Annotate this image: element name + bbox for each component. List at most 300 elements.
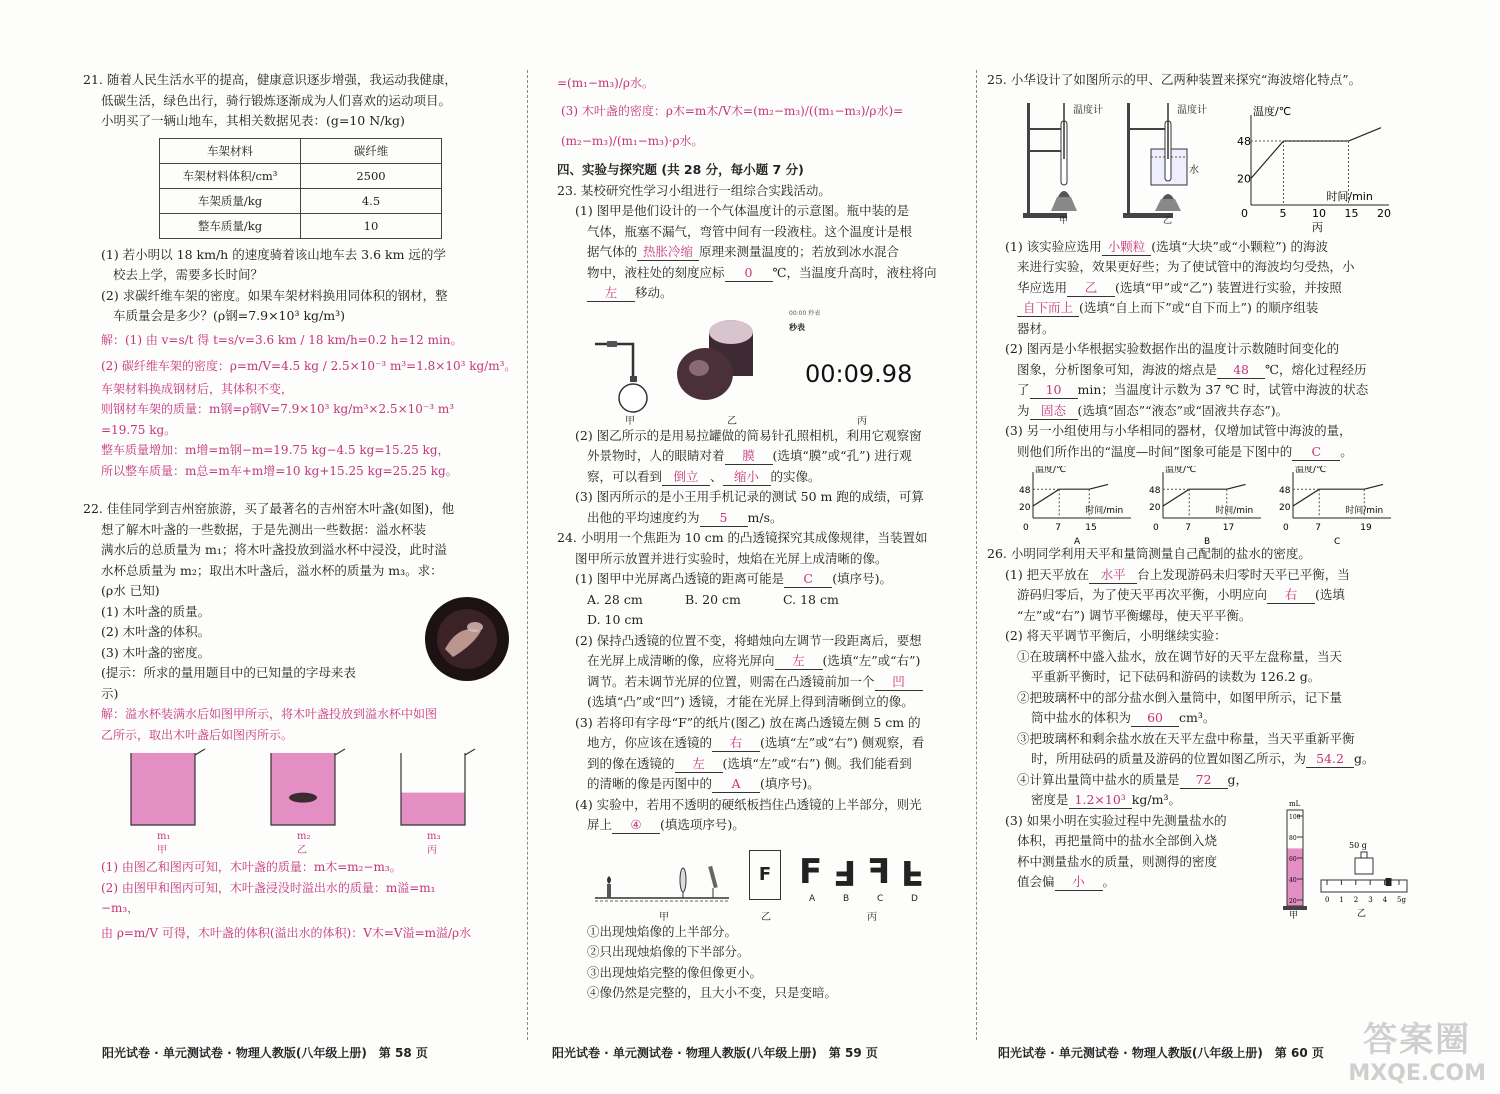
overflow-cup — [271, 749, 345, 856]
text: 移动。 — [635, 285, 673, 300]
option-letter: C — [877, 893, 884, 904]
ruler-tick-label: 2 — [1353, 896, 1359, 904]
x-tick-label: 7 — [1185, 523, 1191, 533]
q21-answer: 所以整车质量：m总=m车+m增=10 kg+15.25 kg=25.25 kg。 — [101, 463, 458, 478]
option: B. 20 cm — [685, 591, 741, 607]
table-cell: 10 — [301, 213, 442, 238]
q21-answer: 车架材料换成钢材后，其体积不变， — [101, 381, 294, 396]
spout — [335, 749, 345, 755]
text: (填选项序号)。 — [660, 817, 745, 832]
x-tick-label: 0 — [1241, 206, 1248, 220]
q22-stem-line: (ρ水 已知) — [101, 583, 160, 598]
answer-blank[interactable]: 左 — [775, 653, 823, 670]
image-glyph: F — [833, 851, 857, 892]
answer-blank[interactable]: 右 — [712, 735, 760, 752]
q22-answer: (1) 由图乙和图丙可知，木叶盏的质量：m木=m₂−m₃。 — [101, 860, 402, 874]
figure-label: 丙 — [857, 415, 867, 427]
text: (填序号)。 — [760, 776, 820, 791]
text: 为 — [1017, 402, 1030, 418]
text: (选填“膜”或“孔”) 进行观 — [772, 448, 912, 463]
x-tick-label: 10 — [1312, 206, 1326, 220]
text: ℃，当温度升高时，液柱将向 — [772, 264, 937, 280]
cup-name-label: 丙 — [427, 845, 437, 856]
text: 游码归零后，为了使天平再次平衡，小明应向 — [1017, 587, 1268, 602]
q24-figures — [557, 836, 970, 922]
q25-text: 来进行实验，效果更好些；为了使试管中的海波均匀受热，小 — [1017, 259, 1355, 274]
tea-bowl — [289, 793, 317, 803]
option-letter: A — [809, 893, 816, 904]
cup-name-label: 甲 — [157, 845, 167, 856]
table-cell: 2500 — [301, 163, 442, 188]
x-tick-label: 20 — [1377, 206, 1391, 220]
text: 出他的平均速度约为 — [587, 509, 700, 525]
q21-sub1: (1) 若小明以 18 km/h 的速度骑着该山地车去 3.6 km 远的学 — [101, 246, 446, 262]
q26-text: (3) 如果小明在实验过程中先测量盐水的 — [1005, 812, 1227, 828]
y-tick-label: 48 — [1279, 486, 1291, 497]
q23-text — [557, 467, 970, 488]
figure-label: 甲 — [625, 415, 635, 427]
text: 地方，你应该在透镜的 — [587, 735, 713, 750]
gas-thermometer-figure — [593, 334, 663, 414]
text: 时，所用砝码的质量及游码的位置如图乙所示，为 — [1031, 751, 1307, 766]
q22-stem-line: 22. 佳佳同学到吉州窑旅游，买了最著名的吉州窑木叶盏(如图)，他 — [83, 501, 455, 516]
q23-text — [557, 446, 970, 467]
q26-text: ③把玻璃杯和剩余盐水放在天平左盘中称量，当天平重新平衡 — [1017, 730, 1355, 746]
answer-blank[interactable]: 小颗粒 — [1102, 239, 1152, 256]
text: 。 — [1340, 443, 1353, 459]
text: 筒中盐水的体积为 — [1031, 710, 1132, 725]
q22-answer-intro: 解：溢水杯装满水后如图甲所示，将木叶盏投放到溢水杯中如图 — [101, 707, 438, 721]
table-cell: 车架材料体积/cm³ — [160, 163, 301, 188]
table-cell: 整车质量/kg — [160, 213, 301, 238]
q24-text — [557, 754, 970, 775]
table-cell: 车架材料 — [160, 138, 301, 163]
watermark-url: MXQE.COM — [1348, 1061, 1486, 1086]
cylinder-tick-label: 60 — [1289, 856, 1297, 863]
section-title: 四、实验与探究题 (共 28 分，每小题 7 分) — [557, 162, 804, 177]
q26-text — [987, 585, 1417, 606]
text: g， — [1227, 771, 1249, 787]
cylinder-tick-label: 40 — [1289, 877, 1297, 884]
text: 值会偏 — [1017, 874, 1055, 889]
q23-text — [557, 508, 970, 529]
cylinder-tick-label: 100 — [1289, 814, 1301, 821]
answer-blank[interactable]: A — [712, 776, 760, 793]
y-tick-label: 20 — [1237, 171, 1251, 185]
q24-stem: 图甲所示放置并进行实验时，烛焰在光屏上成清晰的像。 — [575, 550, 888, 566]
q22-stem-line: (2) 木叶盏的体积。 — [101, 624, 211, 639]
q24-text: (3) 若将印有字母“F”的纸片(图乙) 放在离凸透镜左侧 5 cm 的 — [575, 714, 921, 730]
text: (1) 把天平放在 — [1005, 566, 1090, 582]
q23-text — [557, 242, 970, 263]
q22-stem-line: 满水后的总质量为 m₁；将木叶盏投放到溢水杯中浸没，此时溢 — [101, 542, 447, 557]
text: 台上发现游码未归零时天平已平衡，当 — [1137, 566, 1350, 582]
cup-mass-label: m₁ — [157, 831, 171, 842]
cylinder-unit: mL — [1289, 800, 1301, 808]
question-25 — [987, 70, 1417, 544]
q26-text: “左”或“右”) 调节平衡螺母，使天平平衡。 — [1017, 607, 1252, 623]
text: kg/m³。 — [1131, 792, 1181, 807]
q21-answer: 则钢材车架的质量：m钢=ρ钢V=7.9×10³ kg/m³×2.5×10⁻³ m³ — [101, 402, 455, 416]
q24-text — [557, 672, 970, 693]
answer-blank[interactable]: 右 — [1267, 587, 1315, 604]
q21-answer: 整车质量增加：m增=m钢−m=19.75 kg−4.5 kg=15.25 kg， — [101, 443, 450, 457]
answer-blank[interactable]: 膜 — [725, 448, 773, 465]
q24-text: (4) 实验中，若用不透明的硬纸板挡住凸透镜的上半部分，则光 — [575, 796, 922, 812]
figure-label: 乙 — [727, 415, 737, 427]
image-option-c — [867, 852, 890, 892]
option: A. 28 cm — [587, 591, 643, 607]
water-fill — [401, 793, 465, 825]
text: 图象，分析图象可知，海波的熔点是 — [1017, 361, 1218, 377]
q23-text: 气体，瓶塞不漏气，弯管中间有一段液柱。这个温度计是根 — [587, 223, 913, 239]
balance-scale-figure — [1317, 836, 1417, 920]
overflow-cup-diagram — [91, 745, 511, 857]
q26-text — [987, 770, 1417, 791]
text: (选填“固态”“液态”或“固液共存态”)。 — [1077, 402, 1289, 418]
option-graph-a — [1009, 466, 1139, 544]
q22-answer-intro: 乙所示，取出木叶盏后如图丙所示。 — [101, 727, 294, 742]
q26-text — [987, 708, 1417, 729]
figure-label: 丙 — [867, 911, 877, 923]
figure-label: 乙 — [761, 911, 771, 923]
answer-blank[interactable]: 左 — [587, 285, 635, 302]
x-tick-label: 17 — [1222, 523, 1235, 533]
spout — [195, 749, 205, 755]
page-59-column — [557, 70, 970, 1004]
spout — [465, 749, 475, 755]
q22-stem-line: 水杯总质量为 m₂；取出木叶盏后，溢水杯的质量为 m₃。求： — [101, 562, 443, 578]
option-letter: D — [911, 893, 918, 904]
q24-choice: ①出现烛焰像的上半部分。 — [587, 923, 738, 939]
q21-stem-line: 低碳生活，绿色出行，骑行锻炼逐渐成为人们喜欢的运动项目。 — [101, 92, 452, 108]
answer-blank[interactable]: C — [1292, 444, 1340, 461]
text: 则他们所作出的“温度—时间”图象可能是下图中的 — [1017, 443, 1293, 459]
text: (1) 该实验应选用 — [1005, 238, 1102, 254]
q24-text — [557, 733, 970, 754]
q26-text: ②把玻璃杯中的部分盐水倒入量筒中，如图甲所示，记下量 — [1017, 689, 1343, 705]
text: min；当温度计示数为 37 ℃ 时，试管中海波的状态 — [1077, 382, 1369, 397]
q25-text — [987, 237, 1417, 258]
rider — [1385, 878, 1391, 886]
q23-text: (1) 图甲是他们设计的一个气体温度计的示意图。瓶中装的是 — [575, 203, 910, 218]
curve — [1293, 484, 1383, 506]
text: 察，可以看到 — [587, 468, 663, 484]
q26-text — [987, 565, 1417, 586]
x-axis-label: 时间/min — [1326, 189, 1373, 203]
answer-blank[interactable]: 缩小 — [723, 469, 771, 486]
text: 华应选用 — [1017, 279, 1068, 295]
thermometer-label: 温度计 — [1177, 104, 1207, 116]
answer-blank[interactable]: 固态 — [1030, 403, 1078, 420]
weight-label: 50 g — [1349, 841, 1367, 850]
q25-text — [987, 298, 1417, 319]
optical-bench-figure — [593, 854, 733, 910]
overflow-cup — [401, 749, 475, 856]
answer-blank[interactable]: 10 — [1030, 382, 1078, 399]
page-footer: 阳光试卷 · 单元测试卷 · 物理人教版(八年级上册) 第 59 页 — [552, 1046, 878, 1060]
text: (填序号)。 — [832, 571, 892, 586]
q22-answer: (2) 由图甲和图丙可知，木叶盏浸没时溢出水的质量：m溢=m₁ — [101, 880, 436, 895]
q21-sub1: 校去上学，需要多长时间？ — [113, 267, 264, 282]
y-tick-label: 48 — [1237, 134, 1251, 148]
x-tick-label: 5 — [1279, 206, 1287, 220]
q22-stem-line: (1) 木叶盏的质量。 — [101, 603, 211, 619]
ruler-tick-label: 3 — [1368, 896, 1373, 904]
answer-blank[interactable]: 60 — [1131, 710, 1179, 727]
answer-blank[interactable]: 乙 — [1067, 280, 1115, 297]
y-axis-label: 温度/℃ — [1165, 466, 1197, 475]
image-option-b — [833, 852, 856, 892]
letter-f: F — [758, 863, 772, 885]
q25-text: 器材。 — [1017, 320, 1055, 336]
question-21 — [83, 70, 520, 481]
cylinder-base — [1283, 906, 1307, 910]
text: (选填“左”或“右”) 侧观察，看 — [760, 735, 925, 750]
text: 、 — [710, 468, 723, 484]
answer-blank[interactable]: 水平 — [1089, 567, 1137, 584]
text: 据气体的 — [587, 244, 638, 259]
cylinder-tick-label: 80 — [1289, 835, 1297, 842]
q21-answer: 解：(1) 由 v=s/t 得 t=s/v=3.6 km / 18 km/h=0.2 h=12 min。 — [101, 332, 463, 347]
q25-text — [987, 360, 1417, 381]
q22-stem-line: 示) — [101, 685, 119, 701]
question-23 — [557, 181, 970, 529]
x-axis-label: 时间/min — [1215, 506, 1254, 516]
y-axis-label: 温度/℃ — [1035, 466, 1067, 475]
image-glyph: F — [867, 851, 891, 892]
q22-answer: −m₃， — [101, 901, 140, 915]
option-graphs — [987, 462, 1417, 544]
table-row — [160, 138, 442, 163]
q26-stem: 26. 小明同学利用天平和量筒测量自己配制的盐水的密度。 — [987, 546, 1311, 561]
letter-f-card — [749, 850, 781, 900]
q24-choice: ④像仍然是完整的，且大小不变，只是变暗。 — [587, 985, 838, 1000]
thermometer-label: 温度计 — [1073, 104, 1103, 116]
q21-stem-line: 小明买了一辆山地车，其相关数据见表：(g=10 N/kg) — [101, 113, 405, 128]
question-24 — [557, 528, 970, 1004]
image-option-a — [799, 852, 822, 892]
q24-choice: ②只出现烛焰像的下半部分。 — [587, 944, 750, 959]
weight-block — [1355, 858, 1373, 874]
q23-text — [557, 263, 970, 284]
graph-name: A — [1074, 537, 1081, 544]
curve — [1251, 127, 1381, 178]
text: 原理来测量温度的；若放到冰水混合 — [699, 244, 900, 259]
text: 调节。若未调节光屏的位置，则需在凸透镜前加一个 — [587, 673, 875, 689]
pinhole-camera-photo — [675, 308, 761, 404]
text: 的实像。 — [770, 468, 821, 484]
q26-text — [987, 790, 1417, 811]
answer-blank[interactable]: 小 — [1055, 874, 1103, 891]
text: (选填“甲”或“乙”) 装置进行实验，并按照 — [1115, 279, 1342, 295]
q25-text — [987, 380, 1417, 401]
text: m/s。 — [747, 509, 783, 525]
table-cell: 碳纤维 — [301, 138, 442, 163]
page-60-column — [987, 70, 1417, 920]
answer-blank[interactable]: 54.2 — [1306, 751, 1354, 768]
q24-text — [557, 651, 970, 672]
y-tick-label: 20 — [1149, 503, 1161, 513]
figure-label: 乙 — [1357, 909, 1367, 919]
ruler-tick-label: 4 — [1382, 896, 1388, 904]
q24-options — [557, 590, 970, 631]
text: (选填 — [1315, 587, 1345, 602]
timer-app-title: 秒表 — [789, 322, 805, 332]
x-tick-label: 7 — [1315, 523, 1321, 533]
table-row — [160, 163, 442, 188]
graph-name: 丙 — [1312, 220, 1323, 234]
ruler-tick-label: 0 — [1325, 896, 1330, 904]
table-cell: 4.5 — [301, 188, 442, 213]
water-label: 水 — [1189, 164, 1199, 176]
q25-text: (2) 图丙是小华根据实验数据作出的温度计示数随时间变化的 — [1005, 341, 1340, 356]
text: 密度是 — [1031, 792, 1069, 807]
column-divider — [976, 70, 977, 1040]
q22-stem-line: (3) 木叶盏的密度。 — [101, 644, 211, 660]
x-axis-label: 时间/min — [1085, 506, 1124, 516]
q24-choice: ③出现烛焰完整的像但像更小。 — [587, 964, 763, 980]
ruler — [1321, 880, 1407, 892]
text: g。 — [1354, 751, 1375, 766]
text: 。 — [1102, 874, 1116, 889]
x-tick-label: 15 — [1344, 206, 1359, 220]
image-glyph: F — [799, 851, 823, 892]
cup-mass-label: m₃ — [427, 831, 441, 842]
q23-figures — [557, 304, 970, 426]
x-tick-label: 19 — [1360, 523, 1372, 533]
q22-stem-line: (提示：所求的量用题目中的已知量的字母来表 — [101, 665, 356, 680]
table-cell: 车架质量/kg — [160, 188, 301, 213]
watermark — [1348, 1012, 1486, 1086]
text: (选填“左”或“右”) — [822, 653, 921, 668]
page-footer: 阳光试卷 · 单元测试卷 · 物理人教版(八年级上册) 第 58 页 — [102, 1046, 428, 1060]
answer-blank[interactable]: 倒立 — [662, 469, 710, 486]
q24-text: (2) 保持凸透镜的位置不变，将蜡烛向左调节一段距离后，要想 — [575, 632, 922, 648]
y-axis-label: 温度/℃ — [1295, 466, 1327, 475]
water-fill — [131, 753, 195, 825]
answer-blank[interactable]: 48 — [1217, 362, 1265, 379]
figure-label: 甲 — [1059, 215, 1069, 225]
cylinder-tick-label: 20 — [1289, 898, 1297, 905]
table-row — [160, 213, 442, 238]
table-row — [160, 188, 442, 213]
answer-blank[interactable]: 左 — [675, 756, 723, 773]
q26-text: 体积，再把量筒中的盐水全部倒入烧 — [1017, 833, 1218, 848]
option: D. 10 cm — [587, 612, 644, 627]
column-divider — [527, 70, 528, 1040]
graduated-cylinder-figure — [1281, 794, 1317, 920]
text: (选填“左”或“右”) 侧。我们能看到 — [722, 755, 912, 771]
answer-blank[interactable]: 5 — [700, 510, 748, 527]
text: 屏上 — [587, 817, 613, 832]
y-axis-label: 温度/℃ — [1253, 104, 1292, 118]
text: ℃，熔化过程经历 — [1265, 361, 1367, 377]
answer-blank[interactable]: 自下而上 — [1017, 300, 1079, 317]
overflow-cup — [131, 749, 205, 856]
apparatus-b-figure — [1121, 99, 1221, 225]
q22-stem-line: 想了解木叶盏的一些数据，于是先测出一些数据：溢水杯装 — [101, 521, 427, 537]
x-tick-label: 15 — [1085, 523, 1097, 533]
figure-label: 甲 — [1289, 911, 1299, 920]
answer-blank[interactable]: 1.2×10³ — [1069, 792, 1132, 809]
q25-stem: 25. 小华设计了如图所示的甲、乙两种装置来探究“海波熔化特点”。 — [987, 72, 1362, 87]
q24-text — [557, 815, 970, 836]
apparatus-a-figure — [1021, 99, 1111, 225]
q26-text — [987, 749, 1417, 770]
q25-text — [987, 401, 1417, 422]
text: (1) 图甲中光屏离凸透镜的距离可能是 — [575, 571, 785, 586]
answer-blank[interactable]: C — [784, 571, 832, 588]
x-tick-label: 0 — [1153, 523, 1159, 533]
q24-stem: 24. 小明用一个焦距为 10 cm 的凸透镜探究其成像规律，当装置如 — [557, 530, 928, 545]
option-letter: B — [843, 893, 850, 904]
text: 到的像在透镜的 — [587, 755, 675, 771]
curve — [1163, 484, 1246, 506]
cup-name-label: 乙 — [297, 845, 307, 856]
image-option-d — [901, 852, 924, 892]
q21-answer: (2) 碳纤维车架的密度：ρ=m/V=4.5 kg / 2.5×10⁻³ m³=1.8×10³ kg/m³。 — [101, 358, 517, 373]
q24-text — [557, 569, 970, 590]
melting-curve-chart — [1231, 91, 1411, 237]
graph-name: B — [1204, 537, 1211, 544]
bike-data-table — [159, 138, 442, 239]
x-axis-label: 时间/min — [1345, 506, 1384, 516]
text: 外景物时，人的眼睛对着 — [587, 448, 725, 463]
image-glyph: F — [901, 851, 925, 892]
text: 了 — [1017, 382, 1030, 397]
stopwatch-reading: 00:09.98 — [805, 359, 913, 388]
question-26 — [987, 544, 1417, 920]
text: ④计算出量筒中盐水的质量是 — [1017, 771, 1180, 787]
graph-name: C — [1334, 537, 1341, 544]
question-22 — [83, 499, 520, 947]
answer-blank[interactable]: ④ — [612, 817, 660, 834]
text: (选填“大块”或“小颗粒”) 的海波 — [1151, 238, 1328, 254]
q22-answer: 由 ρ=m/V 可得，木叶盏的体积(溢出水的体积)：V木=V溢=m溢/ρ水 — [101, 925, 472, 940]
cup-mass-label: m₂ — [297, 831, 311, 842]
y-tick-label: 48 — [1019, 486, 1031, 497]
q25-figures — [987, 91, 1417, 237]
x-tick-label: 7 — [1055, 523, 1061, 533]
q21-answer: =19.75 kg。 — [101, 422, 177, 437]
page-footer: 阳光试卷 · 单元测试卷 · 物理人教版(八年级上册) 第 60 页 — [998, 1046, 1324, 1060]
q23-text — [557, 283, 970, 304]
q23-text: (2) 图乙所示的是用易拉罐做的简易针孔照相机，利用它观察窗 — [575, 427, 922, 443]
x-tick-label: 0 — [1023, 523, 1029, 533]
answer-blank[interactable]: 0 — [725, 265, 773, 282]
text: 在光屏上成清晰的像，应将光屏向 — [587, 653, 775, 668]
y-tick-label: 20 — [1019, 503, 1031, 513]
text: (选填“自上而下”或“自下而上”) 的顺序组装 — [1079, 300, 1319, 315]
q22-answer-cont: =(m₁−m₃)/ρ水。 — [557, 76, 654, 90]
figure-label: 乙 — [1163, 215, 1173, 225]
q26-text: ①在玻璃杯中盛入盐水，放在调节好的天平左盘称量，当天 — [1017, 648, 1343, 664]
answer-blank[interactable]: 热胀冷缩 — [637, 244, 699, 261]
q24-text: (选填“凸”或“凹”) 透镜，才能在光屏上得到清晰倒立的像。 — [587, 694, 914, 709]
q26-text: 杯中测量盐水的质量，则测得的密度 — [1017, 853, 1218, 869]
q25-text — [987, 442, 1417, 463]
answer-blank[interactable]: 72 — [1180, 772, 1228, 789]
answer-blank[interactable]: 凹 — [875, 674, 923, 691]
option: C. 18 cm — [783, 591, 839, 607]
page-58-column — [83, 70, 520, 947]
y-tick-label: 20 — [1279, 503, 1291, 513]
q21-sub2: 车质量会是多少？(ρ钢=7.9×10³ kg/m³) — [113, 308, 345, 323]
q21-stem-line: 21. 随着人民生活水平的提高，健康意识逐步增强，我运动我健康， — [83, 72, 457, 87]
figure-label: 甲 — [659, 911, 669, 923]
curve — [1033, 484, 1108, 506]
